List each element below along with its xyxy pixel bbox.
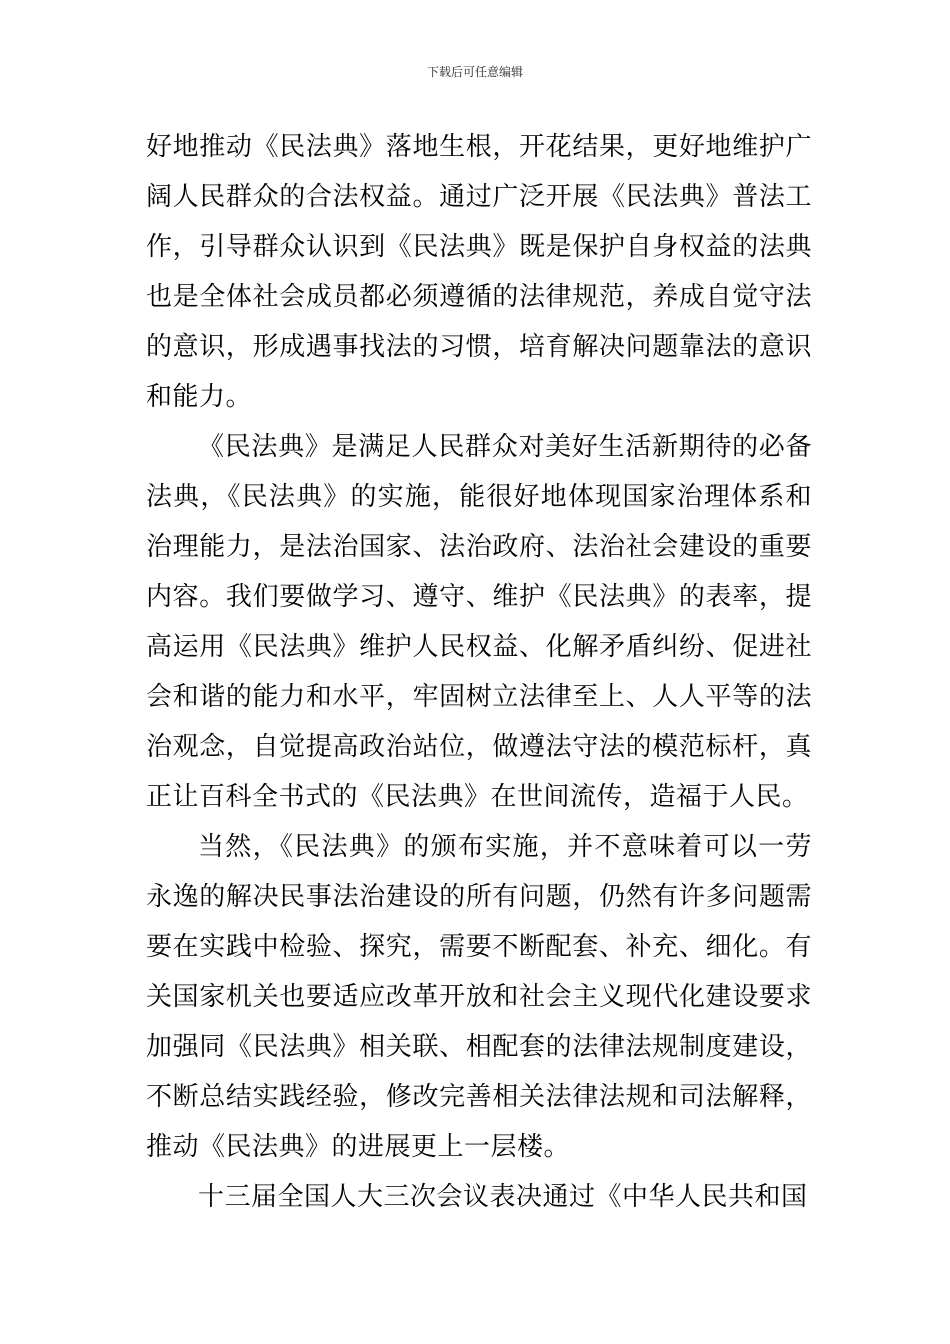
page-header-note: 下载后可任意编辑 — [426, 65, 523, 79]
paragraph-4: 十三届全国人大三次会议表决通过《中华人民共和国 — [198, 1182, 808, 1212]
document-body — [146, 122, 812, 1222]
paragraph-3: 当然，《民法典》的颁布实施，并不意味着可以一劳永逸的解决民事法治建设的所有问题，仍然有许多问题需要在实践中检验、探究，需要不断配套、补充、细化。有关国家机关也要适应改革开放和社会主义现代化建设要求加强同《民法典》相关联、相配套的法律法规制度建设，不断总结实践经验，修改完善相关法律法规和司法解释，推动《民法典》的进展更上一层楼。 — [146, 832, 812, 1162]
paragraph-2: 《民法典》是满足人民群众对美好生活新期待的必备法典，《民法典》的实施，能很好地体现国家治理体系和治理能力，是法治国家、法治政府、法治社会建设的重要内容。我们要做学习、遵守、维护《民法典》的表率，提高运用《民法典》维护人民权益、化解矛盾纠纷、促进社会和谐的能力和水平，牢固树立法律至上、人人平等的法治观念，自觉提高政治站位，做遵法守法的模范标杆，真正让百科全书式的《民法典》在世间流传，造福于人民。 — [146, 432, 812, 812]
paragraph-1: 好地推动《民法典》落地生根，开花结果，更好地维护广阔人民群众的合法权益。通过广泛开展《民法典》普法工作，引导群众认识到《民法典》既是保护自身权益的法典也是全体社会成员都必须遵循的法律规范，养成自觉守法的意识，形成遇事找法的习惯，培育解决问题靠法的意识和能力。 — [146, 132, 812, 412]
